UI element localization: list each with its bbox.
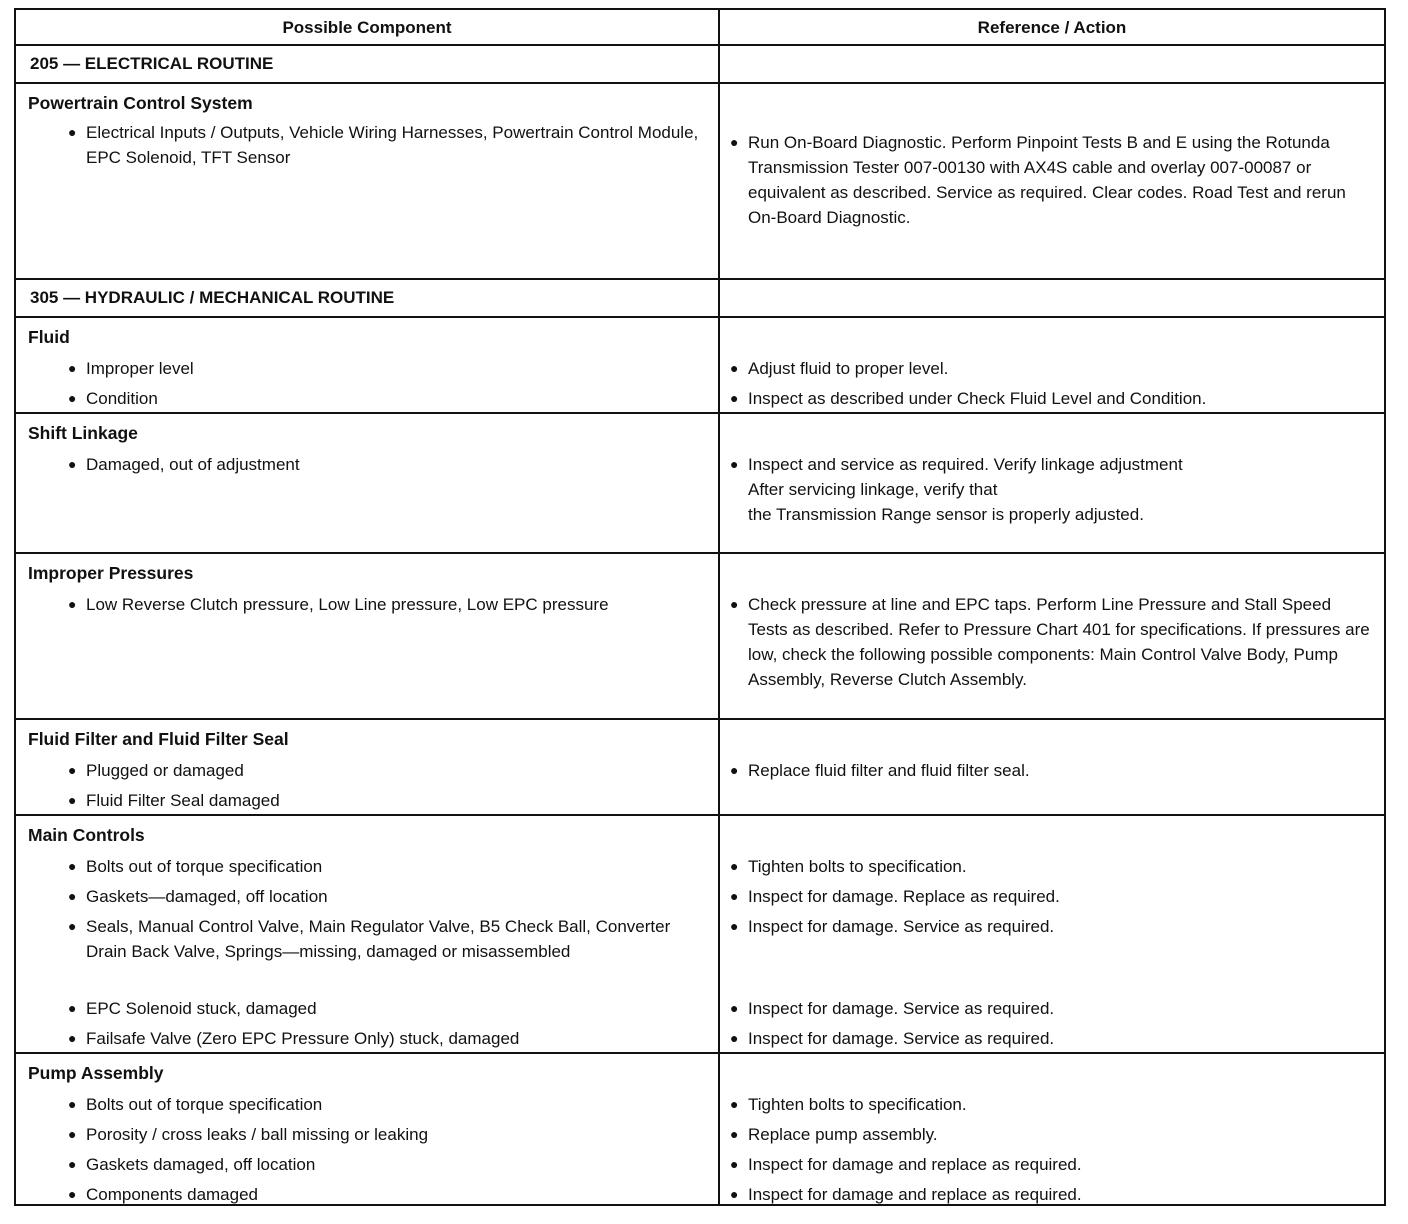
bullet-icon: ● — [68, 1000, 77, 1016]
action-cell-fluid — [720, 318, 1384, 412]
section-title-shift-linkage: Shift Linkage — [28, 423, 138, 443]
action-item — [730, 996, 1374, 1021]
item-text: Failsafe Valve (Zero EPC Pressure Only) stuck, damaged — [86, 1029, 520, 1048]
bullet-icon: ● — [730, 1030, 739, 1046]
routine-row-205 — [16, 46, 1384, 84]
action-cell-improper-pressures — [720, 554, 1384, 718]
item-text: Improper level — [86, 359, 194, 378]
action-cell-pump-assembly — [720, 1054, 1384, 1204]
list-item — [68, 914, 710, 964]
table-row-shift-linkage — [16, 414, 1384, 554]
item-text: Plugged or damaged — [86, 761, 244, 780]
list-item — [68, 386, 710, 411]
bullet-icon: ● — [68, 596, 77, 612]
action-item — [730, 130, 1374, 230]
bullet-icon: ● — [68, 858, 77, 874]
item-text: Low Reverse Clutch pressure, Low Line pressure, Low EPC pressure — [86, 595, 609, 614]
action-item — [730, 884, 1374, 909]
routine-cell-305 — [16, 280, 720, 316]
routine-cell-205 — [16, 46, 720, 82]
section-title-powertrain: Powertrain Control System — [28, 93, 253, 113]
action-text: Replace pump assembly. — [748, 1125, 938, 1144]
action-text: Inspect as described under Check Fluid Level and Condition. — [748, 389, 1207, 408]
section-title-fluid-filter: Fluid Filter and Fluid Filter Seal — [28, 729, 289, 749]
bullet-icon: ● — [730, 360, 739, 376]
item-text: Bolts out of torque specification — [86, 857, 323, 876]
item-text: Fluid Filter Seal damaged — [86, 791, 280, 810]
section-title-fluid: Fluid — [28, 327, 70, 347]
action-item — [730, 1152, 1374, 1177]
action-line: After servicing linkage, verify that — [748, 480, 998, 499]
action-item — [730, 356, 1374, 381]
item-text: Damaged, out of adjustment — [86, 455, 300, 474]
action-item — [730, 592, 1374, 692]
table-row-fluid — [16, 318, 1384, 414]
table-row-pump-assembly — [16, 1054, 1384, 1204]
action-cell-fluid-filter — [720, 720, 1384, 814]
action-item — [730, 1026, 1374, 1051]
list-item — [68, 1152, 710, 1177]
action-text: Inspect for damage. Replace as required. — [748, 887, 1060, 906]
bullet-icon: ● — [730, 1000, 739, 1016]
bullet-icon: ● — [730, 1126, 739, 1142]
action-line: the Transmission Range sensor is properly adjusted. — [748, 505, 1144, 524]
routine-title-305: 305 — HYDRAULIC / MECHANICAL ROUTINE — [30, 288, 395, 307]
action-text: Inspect for damage. Service as required. — [748, 999, 1055, 1018]
item-text: Electrical Inputs / Outputs, Vehicle Wiring Harnesses, Powertrain Control Module, EPC Solenoid, TFT Sensor — [86, 123, 699, 167]
bullet-icon: ● — [730, 1156, 739, 1172]
list-item — [68, 996, 710, 1021]
routine-row-305 — [16, 280, 1384, 318]
item-text: Condition — [86, 389, 158, 408]
action-text: Replace fluid filter and fluid filter seal. — [748, 761, 1030, 780]
action-text: Tighten bolts to specification. — [748, 1095, 967, 1114]
action-text: Adjust fluid to proper level. — [748, 359, 949, 378]
item-text: Seals, Manual Control Valve, Main Regulator Valve, B5 Check Ball, Converter Drain Back Valve, Springs—missing, damaged or misassembled — [86, 917, 671, 961]
table-header-row — [16, 10, 1384, 46]
item-text: Components damaged — [86, 1185, 259, 1204]
list-item — [68, 884, 710, 909]
action-text: Inspect for damage. Service as required. — [748, 1029, 1055, 1048]
action-item — [730, 1092, 1374, 1117]
component-cell-shift-linkage — [16, 414, 720, 552]
action-text: Inspect for damage and replace as required. — [748, 1155, 1082, 1174]
table-row-main-controls — [16, 816, 1384, 1054]
action-item — [730, 1182, 1374, 1204]
bullet-icon: ● — [68, 1156, 77, 1172]
item-text: Gaskets damaged, off location — [86, 1155, 316, 1174]
component-cell-pump-assembly — [16, 1054, 720, 1204]
item-text: Gaskets—damaged, off location — [86, 887, 328, 906]
bullet-icon: ● — [730, 134, 739, 150]
list-item — [68, 120, 710, 170]
action-cell-main-controls — [720, 816, 1384, 1052]
action-item — [730, 452, 1374, 527]
bullet-icon: ● — [730, 596, 739, 612]
list-item — [68, 788, 710, 813]
bullet-icon: ● — [68, 762, 77, 778]
bullet-icon: ● — [730, 1186, 739, 1202]
list-item — [68, 758, 710, 783]
list-item — [68, 1092, 710, 1117]
bullet-icon: ● — [68, 390, 77, 406]
list-item — [68, 1182, 710, 1204]
bullet-icon: ● — [730, 858, 739, 874]
action-text: Run On-Board Diagnostic. Perform Pinpoint Tests B and E using the Rotunda Transmission Tester 007-00130 with AX4S cable and overlay 007-00087 or equivalent as described. Service as required. Clear codes. Road Test and rerun On-Board Diagnostic. — [748, 133, 1346, 227]
bullet-icon: ● — [68, 124, 77, 140]
bullet-icon: ● — [68, 918, 77, 934]
action-line: Inspect and service as required. Verify linkage adjustment — [748, 455, 1183, 474]
action-text: Tighten bolts to specification. — [748, 857, 967, 876]
bullet-icon: ● — [730, 918, 739, 934]
routine-title-205: 205 — ELECTRICAL ROUTINE — [30, 54, 274, 73]
bullet-icon: ● — [730, 390, 739, 406]
section-title-pump-assembly: Pump Assembly — [28, 1063, 164, 1083]
action-item — [730, 914, 1374, 939]
table-row-fluid-filter — [16, 720, 1384, 816]
component-cell-improper-pressures — [16, 554, 720, 718]
list-item — [68, 854, 710, 879]
bullet-icon: ● — [68, 1096, 77, 1112]
action-text: Inspect for damage and replace as required. — [748, 1185, 1082, 1204]
bullet-icon: ● — [68, 1186, 77, 1202]
component-cell-fluid — [16, 318, 720, 412]
bullet-icon: ● — [730, 456, 739, 472]
bullet-icon: ● — [68, 888, 77, 904]
bullet-icon: ● — [730, 1096, 739, 1112]
action-item — [730, 758, 1374, 783]
section-title-main-controls: Main Controls — [28, 825, 145, 845]
item-text: EPC Solenoid stuck, damaged — [86, 999, 317, 1018]
list-item — [68, 592, 710, 617]
action-cell-shift-linkage — [720, 414, 1384, 552]
list-item — [68, 452, 710, 477]
item-text: Bolts out of torque specification — [86, 1095, 323, 1114]
bullet-icon: ● — [68, 1126, 77, 1142]
header-col-component — [16, 10, 720, 44]
bullet-icon: ● — [730, 762, 739, 778]
list-item — [68, 1026, 710, 1051]
action-cell-powertrain — [720, 84, 1384, 278]
table-row-powertrain — [16, 84, 1384, 280]
item-text: Porosity / cross leaks / ball missing or leaking — [86, 1125, 429, 1144]
action-item — [730, 386, 1374, 411]
component-cell-powertrain — [16, 84, 720, 278]
diagnosis-table — [14, 8, 1386, 1206]
action-text: Inspect for damage. Service as required. — [748, 917, 1055, 936]
bullet-icon: ● — [68, 360, 77, 376]
header-col-action — [720, 10, 1384, 44]
action-item — [730, 854, 1374, 879]
bullet-icon: ● — [68, 456, 77, 472]
section-title-improper-pressures: Improper Pressures — [28, 563, 194, 583]
header-col-component-label: Possible Component — [282, 18, 452, 37]
table-row-improper-pressures — [16, 554, 1384, 720]
routine-cell-205-empty — [720, 46, 1384, 82]
routine-cell-305-empty — [720, 280, 1384, 316]
bullet-icon: ● — [730, 888, 739, 904]
bullet-icon: ● — [68, 1030, 77, 1046]
header-col-action-label: Reference / Action — [977, 18, 1127, 37]
action-text: Check pressure at line and EPC taps. Perform Line Pressure and Stall Speed Tests as described. Refer to Pressure Chart 401 for specifications. If pressures are low, check the following possible components: Main Control Valve Body, Pump Assembly, Reverse Clutch Assembly. — [748, 595, 1370, 689]
list-item — [68, 356, 710, 381]
list-item — [68, 1122, 710, 1147]
bullet-icon: ● — [68, 792, 77, 808]
action-item — [730, 1122, 1374, 1147]
component-cell-fluid-filter — [16, 720, 720, 814]
component-cell-main-controls — [16, 816, 720, 1052]
